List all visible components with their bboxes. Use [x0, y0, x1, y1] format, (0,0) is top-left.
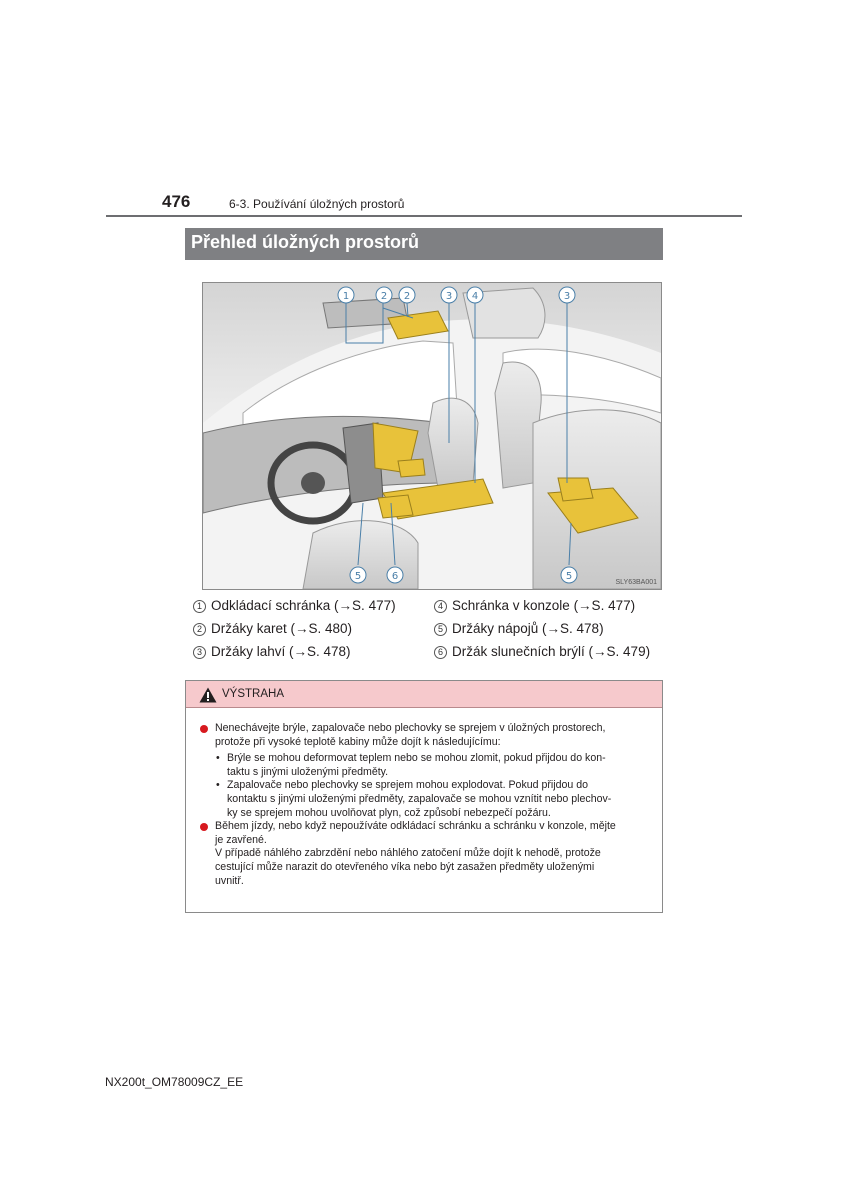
callout-label: 1: [342, 291, 350, 302]
legend-number: 5: [434, 623, 447, 636]
warning-sub-bullet-1: • Brýle se mohou deformovat teplem nebo se mohou zlomit, pokud přijdou do kon- taktu s jinými uloženými předměty.: [200, 752, 660, 779]
warning-paragraph-2: [200, 820, 660, 847]
legend-text: Držáky karet (→S. 480): [211, 621, 353, 636]
illustration-code: SLY63BA001: [615, 579, 657, 586]
callout-label: 2: [380, 291, 388, 302]
legend-item-2: [193, 621, 352, 637]
legend-item-1: [193, 598, 396, 614]
text-line: je zavřené.: [215, 833, 267, 846]
legend-item-6: [434, 644, 650, 660]
legend-text: Držáky lahví (→S. 478): [211, 644, 351, 659]
legend-text: Schránka v konzole (→S. 477): [452, 598, 636, 613]
callout-label: 5: [354, 571, 362, 582]
legend-number: 3: [193, 646, 206, 659]
warning-label: VÝSTRAHA: [222, 688, 284, 700]
bullet-dot-icon: [200, 725, 208, 733]
callout-label: 5: [565, 571, 573, 582]
legend-number: 6: [434, 646, 447, 659]
legend-text: Držák slunečních brýlí (→S. 479): [452, 644, 651, 659]
text-line: V případě náhlého zabrzdění nebo náhlého zatočení může dojít k nehodě, protože: [215, 847, 601, 860]
text-line: taktu s jinými uloženými předměty.: [227, 765, 389, 778]
header-divider: [106, 215, 742, 217]
text-line: Zapalovače nebo plechovky se sprejem mohou explodovat. Pokud přijdou do: [227, 779, 588, 792]
car-interior-drawing: [203, 283, 661, 589]
text-line: cestující může narazit do otevřeného víka nebo být zasažen předměty uloženými: [215, 860, 595, 873]
text-line: Během jízdy, nebo když nepoužíváte odkládací schránku a schránku v konzole, mějte: [215, 820, 616, 833]
bullet-dot-icon: [200, 823, 208, 831]
section-title: 6-3. Používání úložných prostorů: [229, 197, 405, 211]
warning-body: [200, 722, 660, 888]
callout-label: 4: [471, 291, 479, 302]
text-line: Brýle se mohou deformovat teplem nebo se mohou zlomit, pokud přijdou do kon-: [227, 752, 606, 765]
page-title-bar: [185, 228, 663, 260]
warning-sub-bullet-2: • Zapalovače nebo plechovky se sprejem mohou explodovat. Pokud přijdou do kontaktu s jinými uloženými předměty, zapalovače se mohou vznítit nebo plechov- ky se sprejem mohou uvolňovat plyn, což způsobí nebezpečí požáru.: [200, 779, 660, 820]
warning-triangle-icon: [199, 687, 217, 703]
legend-text: Odkládací schránka (→S. 477): [211, 598, 396, 613]
legend-item-4: [434, 598, 635, 614]
callout-label: 3: [445, 291, 453, 302]
interior-illustration: [202, 282, 662, 590]
text-line: protože při vysoké teplotě kabiny může dojít k následujícímu:: [215, 735, 501, 748]
callout-label: 2: [403, 291, 411, 302]
warning-box: [185, 680, 663, 913]
legend-item-5: [434, 621, 604, 637]
warning-header: [186, 681, 662, 708]
text-line: kontaktu s jinými uloženými předměty, zapalovače se mohou vznítit nebo plechov-: [227, 792, 612, 805]
warning-paragraph-1: [200, 722, 660, 749]
footer-code: NX200t_OM78009CZ_EE: [105, 1075, 244, 1089]
callout-label: 3: [563, 291, 571, 302]
legend-text: Držáky nápojů (→S. 478): [452, 621, 604, 636]
callout-label: 6: [391, 571, 399, 582]
text-line: uvnitř.: [215, 874, 244, 887]
page-number: 476: [162, 192, 191, 211]
text-line: Nenechávejte brýle, zapalovače nebo plechovky se sprejem v úložných prostorech,: [215, 722, 606, 734]
legend-number: 4: [434, 600, 447, 613]
warning-paragraph-3: [200, 847, 660, 888]
legend-number: 2: [193, 623, 206, 636]
text-line: ky se sprejem mohou uvolňovat plyn, což způsobí nebezpečí požáru.: [227, 806, 551, 819]
legend-number: 1: [193, 600, 206, 613]
legend-item-3: [193, 644, 351, 660]
page-title: Přehled úložných prostorů: [191, 232, 420, 252]
